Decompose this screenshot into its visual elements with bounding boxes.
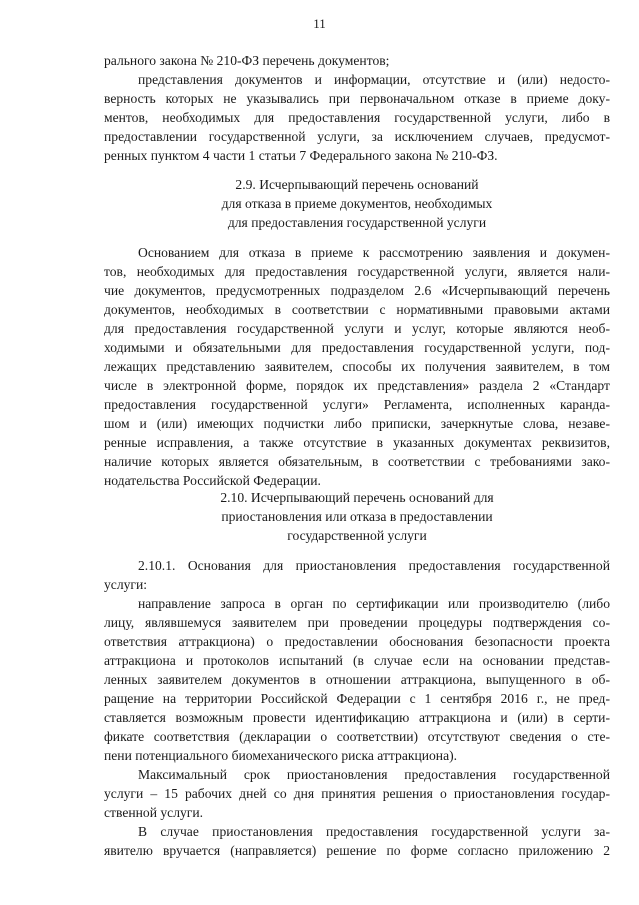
text-line: Максимальный срок приостановления предоставления государственной [138, 767, 610, 782]
text-line: наличие которых является обязательным, в соответствии с требованиями зако- [104, 454, 610, 469]
text-line: ленных заявителем документов в отношении аттракциона, выпущенного в об- [104, 672, 610, 687]
text-line: услуги: [104, 577, 148, 592]
text-line: шом и (или) имеющих подчистки либо приписки, зачеркнутые слова, незаве- [104, 416, 610, 431]
section-heading-line: приостановления или отказа в предоставлении [221, 509, 493, 524]
text-line: 2.10.1. Основания для приостановления предоставления государственной [138, 558, 610, 573]
text-line: пени потенциального биомеханического риска аттракциона). [104, 748, 458, 763]
text-line: ращение на территории Российской Федерации с 1 сентября 2016 г., не пред- [104, 691, 610, 706]
text-line: ответствия аттракциона) о предоставлении обоснования безопасности проекта [104, 634, 610, 649]
text-line: аттракциона и протоколов испытаний (в случае если на основании представ- [104, 653, 610, 668]
text-line: предоставлении государственной услуги, за исключением случаев, предусмот- [104, 129, 610, 144]
text-line: фикате соответствия (декларации о соответствии) отсутствуют сведения о сте- [104, 729, 610, 744]
section-heading-line: для отказа в приеме документов, необходимых [221, 196, 493, 211]
text-line: направление запроса в орган по сертификации или производителю (либо [138, 596, 610, 611]
text-line: ментов, необходимых для предоставления государственной услуги, либо в [104, 110, 610, 125]
text-line: ренные исправления, а также отсутствие в указанных документах реквизитов, [104, 435, 610, 450]
text-line: ренных пунктом 4 части 1 статьи 7 Федерального закона № 210-ФЗ. [104, 148, 498, 163]
text-line: лежащих представлению заявителем, способы их получения заявителем, в том [104, 359, 610, 374]
text-line: лицу, являвшемуся заявителем при проведении процедуры подтверждения со- [104, 615, 610, 630]
text-line: тов, необходимых для предоставления государственной услуги, является нали- [104, 264, 610, 279]
text-line: явителю вручается (направляется) решение по форме согласно приложению 2 [104, 843, 610, 858]
page-number: 11 [313, 16, 326, 31]
text-line: услуги – 15 рабочих дней со дня принятия решения о приостановления государ- [104, 786, 610, 801]
section-heading-line: 2.9. Исчерпывающий перечень оснований [235, 177, 479, 192]
text-line: предоставления государственной услуги» Регламента, исполненных каранда- [104, 397, 610, 412]
text-line: чие документов, предусмотренных подразделом 2.6 «Исчерпывающий перечень [104, 283, 610, 298]
text-line: ставляется возможным провести идентификацию аттракциона и (или) в серти- [104, 710, 610, 725]
text-line: верность которых не указывались при первоначальном отказе в приеме доку- [104, 91, 610, 106]
text-line: документов, необходимых в соответствии с нормативными правовыми актами [104, 302, 610, 317]
text-line: В случае приостановления предоставления государственной услуги за- [138, 824, 610, 839]
text-line: числе в электронной форме, порядок их представления» раздела 2 «Стандарт [104, 378, 610, 393]
text-line: нодательства Российской Федерации. [104, 473, 321, 488]
text-line: представления документов и информации, отсутствие и (или) недосто- [138, 72, 610, 87]
section-heading-line: государственной услуги [287, 528, 427, 543]
text-line: Основанием для отказа в приеме к рассмотрению заявления и докумен- [138, 245, 610, 260]
section-heading-line: 2.10. Исчерпывающий перечень оснований для [220, 490, 494, 505]
text-line: ходимыми и обязательными для предоставления государственной услуги, под- [104, 340, 610, 355]
text-line: для предоставления государственной услуги и услуг, которые являются необ- [104, 321, 610, 336]
text-line: рального закона № 210-ФЗ перечень документов; [104, 53, 390, 68]
text-line: ственной услуги. [104, 805, 204, 820]
section-heading-line: для предоставления государственной услуги [227, 215, 487, 230]
